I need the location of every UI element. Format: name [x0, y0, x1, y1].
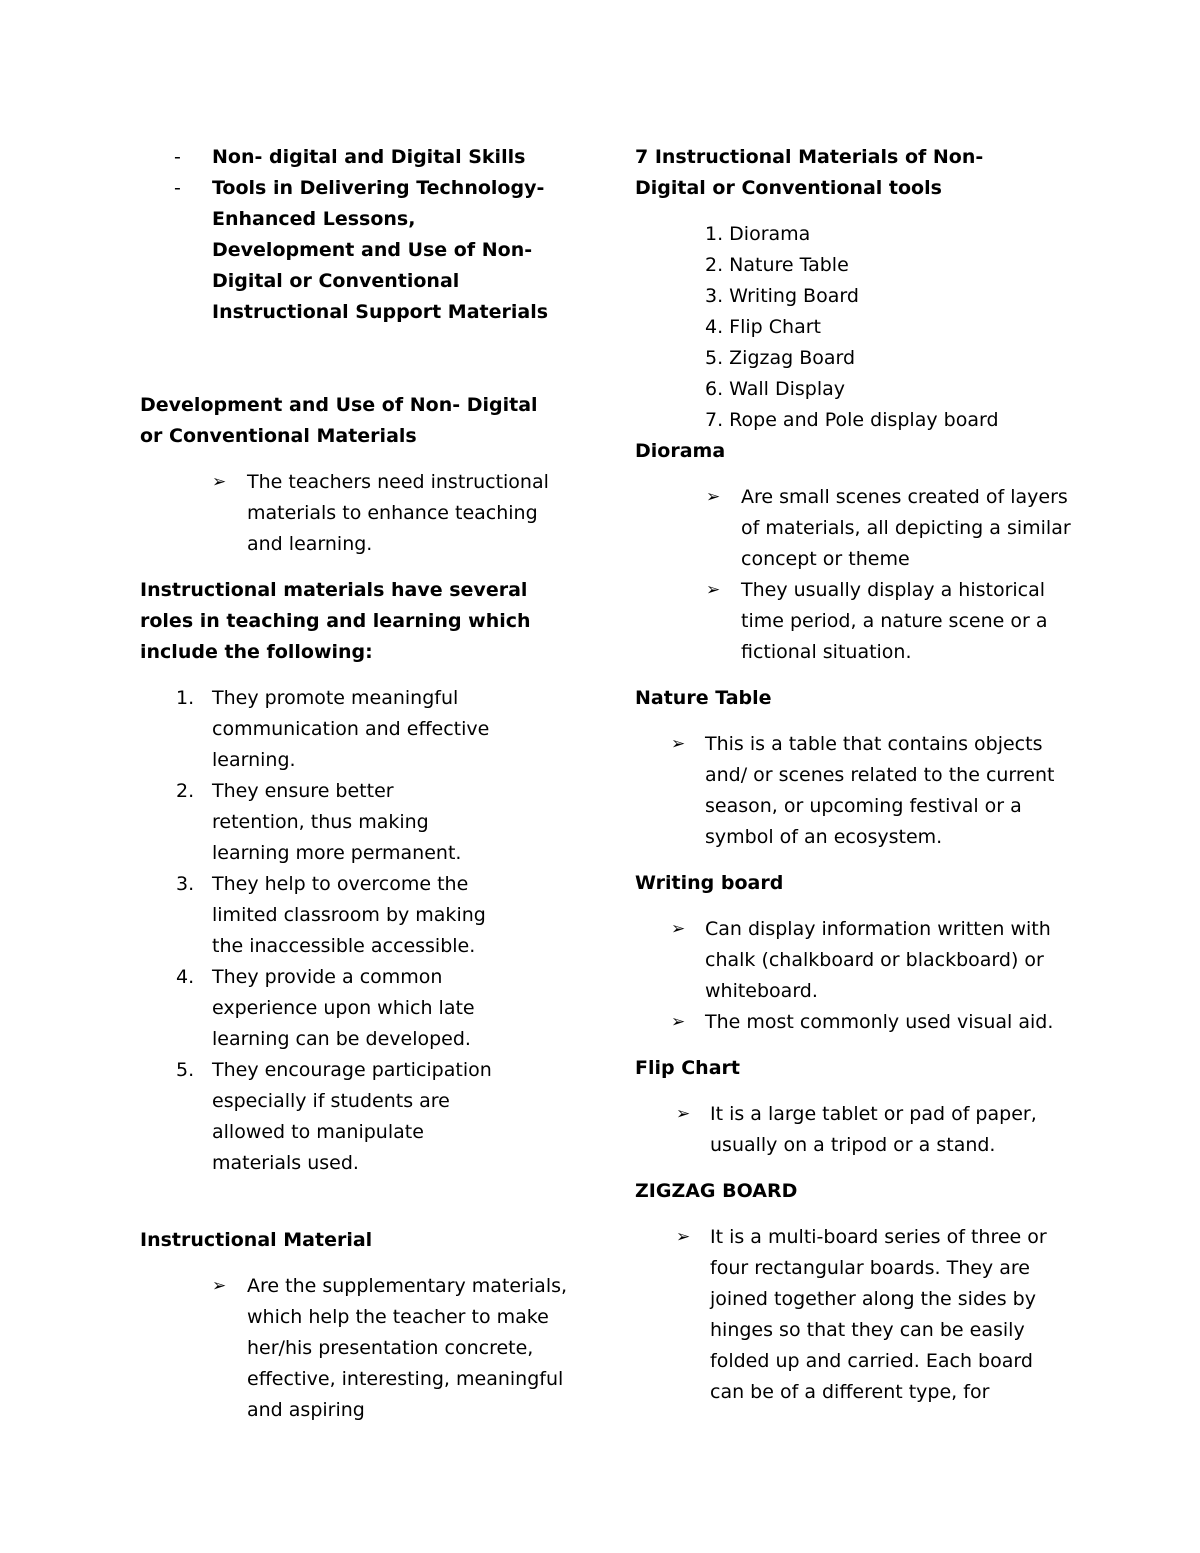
- list-item: 6. Wall Display: [705, 378, 846, 400]
- list-item-text: The teachers need instructional materials to enhance teaching and learning.: [247, 471, 549, 555]
- arrow-bullet-icon: ➢: [676, 1227, 691, 1247]
- diorama-bullet-list: [635, 482, 1075, 668]
- list-item-text: The most commonly used visual aid.: [705, 1011, 1054, 1033]
- arrow-bullet-icon: ➢: [706, 580, 721, 600]
- list-item-text: It is a large tablet or pad of paper, usually on a tripod or a stand.: [710, 1103, 1037, 1156]
- list-item-text: They help to overcome the limited classroom by making the inaccessible accessible.: [212, 873, 486, 957]
- zigzag-board-bullet-list: [635, 1222, 1075, 1408]
- arrow-bullet-icon: ➢: [671, 919, 686, 939]
- seven-materials-list: [635, 219, 1075, 436]
- list-item: [635, 482, 1071, 575]
- list-item: 4. Flip Chart: [705, 316, 821, 338]
- dash-item-text: Tools in Delivering Technology- Enhanced Lessons, Development and Use of Non- Digital or Conventional Instructional Support Materials: [212, 177, 549, 323]
- arrow-bullet-icon: ➢: [212, 472, 227, 492]
- development-bullet-list: [140, 467, 580, 560]
- list-item: [140, 467, 567, 560]
- flip-chart-bullet-list: [635, 1099, 1075, 1161]
- arrow-bullet-icon: ➢: [676, 1104, 691, 1124]
- arrow-bullet-icon: ➢: [671, 1012, 686, 1032]
- flip-chart-heading: Flip Chart: [635, 1057, 740, 1079]
- list-item: 2. Nature Table: [705, 254, 849, 276]
- list-number: 3.: [176, 873, 195, 895]
- dash-item-text: Non- digital and Digital Skills: [212, 146, 526, 168]
- dash-item: [140, 173, 552, 328]
- list-item: [140, 869, 492, 962]
- list-item-text: Can display information written with chalk (chalkboard or blackboard) or whiteboard.: [705, 918, 1051, 1002]
- list-number: 2.: [176, 780, 195, 802]
- diorama-heading: Diorama: [635, 440, 726, 462]
- list-item: [635, 914, 1065, 1007]
- writing-board-bullet-list: [635, 914, 1075, 1038]
- list-item: [140, 776, 492, 869]
- seven-materials-heading: 7 Instructional Materials of Non-Digital or Conventional tools: [635, 146, 984, 199]
- dash-marker: -: [174, 146, 181, 168]
- zigzag-board-heading: ZIGZAG BOARD: [635, 1180, 798, 1202]
- dash-item: [140, 142, 552, 173]
- dash-marker: -: [174, 177, 181, 199]
- instructional-material-heading: Instructional Material: [140, 1229, 373, 1251]
- list-item: [635, 1222, 1050, 1408]
- list-item: [635, 1007, 1075, 1038]
- list-item: [140, 683, 492, 776]
- list-number: 4.: [176, 966, 195, 988]
- arrow-bullet-icon: ➢: [212, 1276, 227, 1296]
- list-item-text: They encourage participation especially if students are allowed to manipulate materials used.: [212, 1059, 492, 1174]
- list-item-text: They ensure better retention, thus making learning more permanent.: [212, 780, 462, 864]
- roles-numbered-list: [140, 683, 580, 1179]
- list-item: [635, 1099, 1050, 1161]
- list-item: 7. Rope and Pole display board: [705, 409, 999, 431]
- list-item: [635, 729, 1065, 853]
- nature-table-bullet-list: [635, 729, 1075, 853]
- right-column: [635, 142, 1075, 1408]
- list-item: [140, 962, 492, 1055]
- list-item-text: This is a table that contains objects and/ or scenes related to the current season, or upcoming festival or a symbol of an ecosystem.: [705, 733, 1055, 848]
- roles-heading: Instructional materials have several roles in teaching and learning which include the following:: [140, 579, 531, 663]
- instructional-material-bullet-list: [140, 1271, 580, 1426]
- list-item: [140, 1271, 577, 1426]
- arrow-bullet-icon: ➢: [706, 487, 721, 507]
- list-item-text: They provide a common experience upon which late learning can be developed.: [212, 966, 475, 1050]
- list-item-text: Are the supplementary materials, which help the teacher to make her/his presentation concrete, effective, interesting, meaningful and aspiring: [247, 1275, 568, 1421]
- nature-table-heading: Nature Table: [635, 687, 772, 709]
- list-item: 5. Zigzag Board: [705, 347, 856, 369]
- development-heading: Development and Use of Non- Digital or Conventional Materials: [140, 394, 538, 447]
- list-item-text: It is a multi-board series of three or four rectangular boards. They are joined together along the sides by hinges so that they can be easily folded up and carried. Each board can be of a different type, for: [710, 1226, 1047, 1403]
- list-item: [140, 1055, 492, 1179]
- list-item-text: They usually display a historical time period, a nature scene or a fictional situation.: [741, 579, 1048, 663]
- topic-dash-list: [140, 142, 580, 328]
- list-number: 5.: [176, 1059, 195, 1081]
- left-column: [140, 142, 580, 1426]
- list-item: 1. Diorama: [705, 223, 811, 245]
- list-item: 3. Writing Board: [705, 285, 859, 307]
- list-item-text: Are small scenes created of layers of materials, all depicting a similar concept or theme: [741, 486, 1071, 570]
- list-item: [635, 575, 1061, 668]
- list-number: 1.: [176, 687, 195, 709]
- list-item-text: They promote meaningful communication and effective learning.: [212, 687, 490, 771]
- arrow-bullet-icon: ➢: [671, 734, 686, 754]
- writing-board-heading: Writing board: [635, 872, 784, 894]
